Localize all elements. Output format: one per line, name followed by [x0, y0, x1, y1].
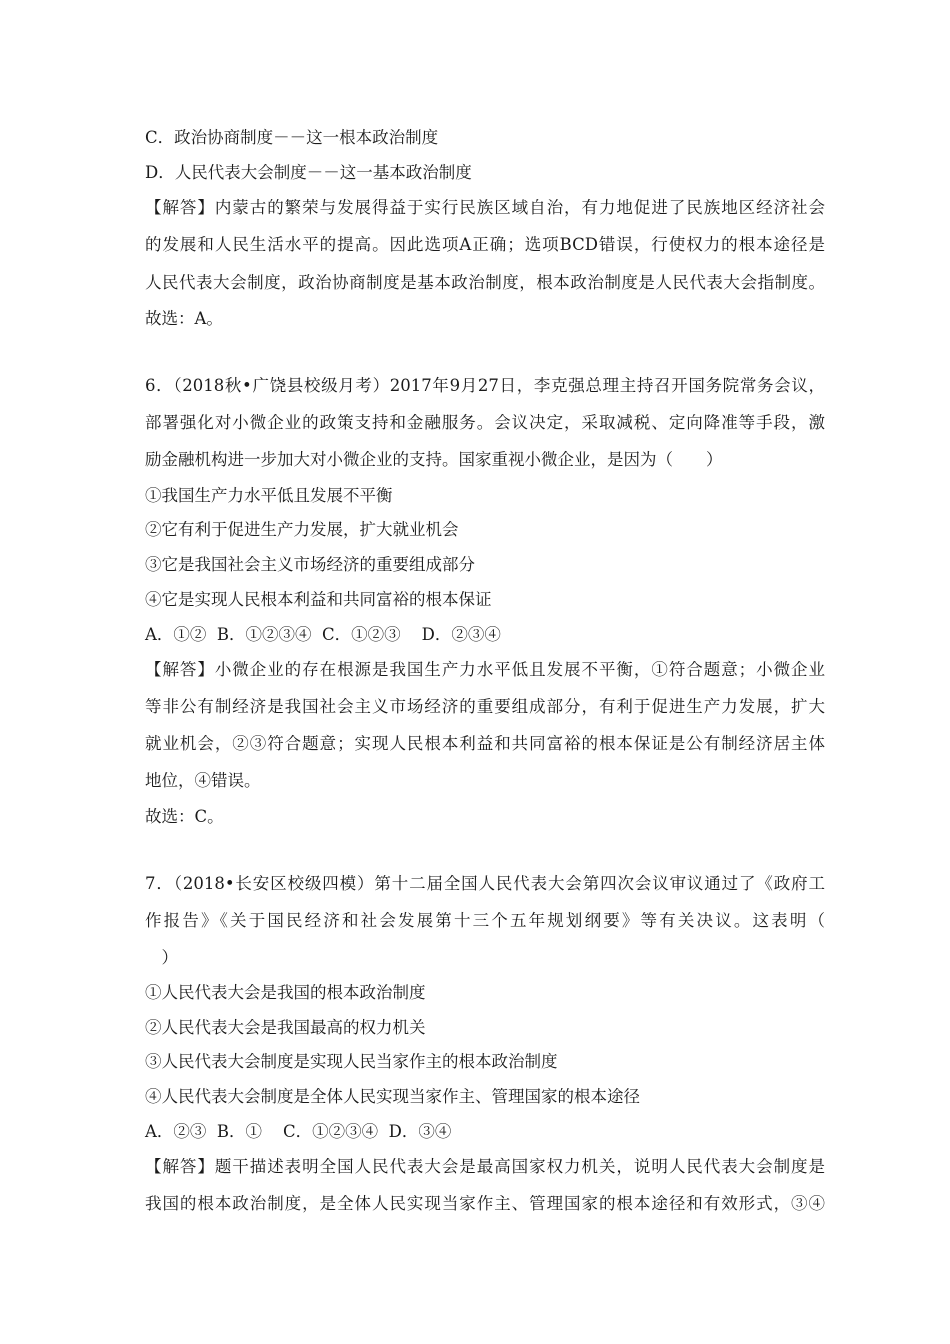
- q6-answer-line: 地位，④错误。: [145, 771, 261, 790]
- q5-option-c: C．政治协商制度－－这一根本政治制度: [145, 128, 439, 147]
- q7-options: A．②③ B．① C．①②③④ D．③④: [145, 1122, 452, 1141]
- q7-answer-line: 【解答】题干描述表明全国人民代表大会是最高国家权力机关，说明人民代表大会制度是: [145, 1157, 825, 1176]
- q7-statement: ②人民代表大会是我国最高的权力机关: [145, 1018, 426, 1037]
- q6-stem-line: 部署强化对小微企业的政策支持和金融服务。会议决定，采取减税、定向降准等手段，激: [145, 413, 825, 432]
- q5-answer-line: 【解答】内蒙古的繁荣与发展得益于实行民族区域自治，有力地促进了民族地区经济社会: [145, 198, 825, 217]
- q7-answer-line: 我国的根本政治制度，是全体人民实现当家作主、管理国家的根本途径和有效形式，③④: [145, 1194, 825, 1213]
- q7-stem-line: ）: [145, 948, 178, 967]
- q6-options: A．①② B．①②③④ C．①②③ D．②③④: [145, 625, 501, 644]
- q7-stem-line: 作报告》《关于国民经济和社会发展第十三个五年规划纲要》等有关决议。这表明（: [145, 911, 825, 930]
- q7-statement: ③人民代表大会制度是实现人民当家作主的根本政治制度: [145, 1052, 558, 1071]
- q6-stem-line: 6．（2018秋•广饶县校级月考）2017年9月27日，李克强总理主持召开国务院常务会议，: [145, 376, 825, 395]
- q7-statement: ④人民代表大会制度是全体人民实现当家作主、管理国家的根本途径: [145, 1087, 640, 1106]
- q6-answer-line: 就业机会，②③符合题意；实现人民根本利益和共同富裕的根本保证是公有制经济居主体: [145, 734, 825, 753]
- q5-option-d: D．人民代表大会制度－－这一基本政治制度: [145, 163, 472, 182]
- q6-statement: ②它有利于促进生产力发展，扩大就业机会: [145, 520, 459, 539]
- q6-answer-line: 等非公有制经济是我国社会主义市场经济的重要组成部分，有利于促进生产力发展，扩大: [145, 697, 825, 716]
- q6-stem-line: 励金融机构进一步加大对小微企业的支持。国家重视小微企业，是因为（ ）: [145, 450, 723, 469]
- q6-choice: 故选：C。: [145, 807, 224, 826]
- q7-statement: ①人民代表大会是我国的根本政治制度: [145, 983, 426, 1002]
- q6-statement: ①我国生产力水平低且发展不平衡: [145, 486, 393, 505]
- q7-stem-line: 7．（2018•长安区校级四模）第十二届全国人民代表大会第四次会议审议通过了《政府工: [145, 874, 825, 893]
- q6-statement: ③它是我国社会主义市场经济的重要组成部分: [145, 555, 475, 574]
- q5-answer-line: 人民代表大会制度，政治协商制度是基本政治制度，根本政治制度是人民代表大会指制度。: [145, 273, 825, 292]
- q6-statement: ④它是实现人民根本利益和共同富裕的根本保证: [145, 590, 492, 609]
- q5-answer-line: 的发展和人民生活水平的提高。因此选项A正确；选项BCD错误，行使权力的根本途径是: [145, 235, 825, 254]
- q6-answer-line: 【解答】小微企业的存在根源是我国生产力水平低且发展不平衡，①符合题意；小微企业: [145, 660, 825, 679]
- q5-choice: 故选：A。: [145, 309, 223, 328]
